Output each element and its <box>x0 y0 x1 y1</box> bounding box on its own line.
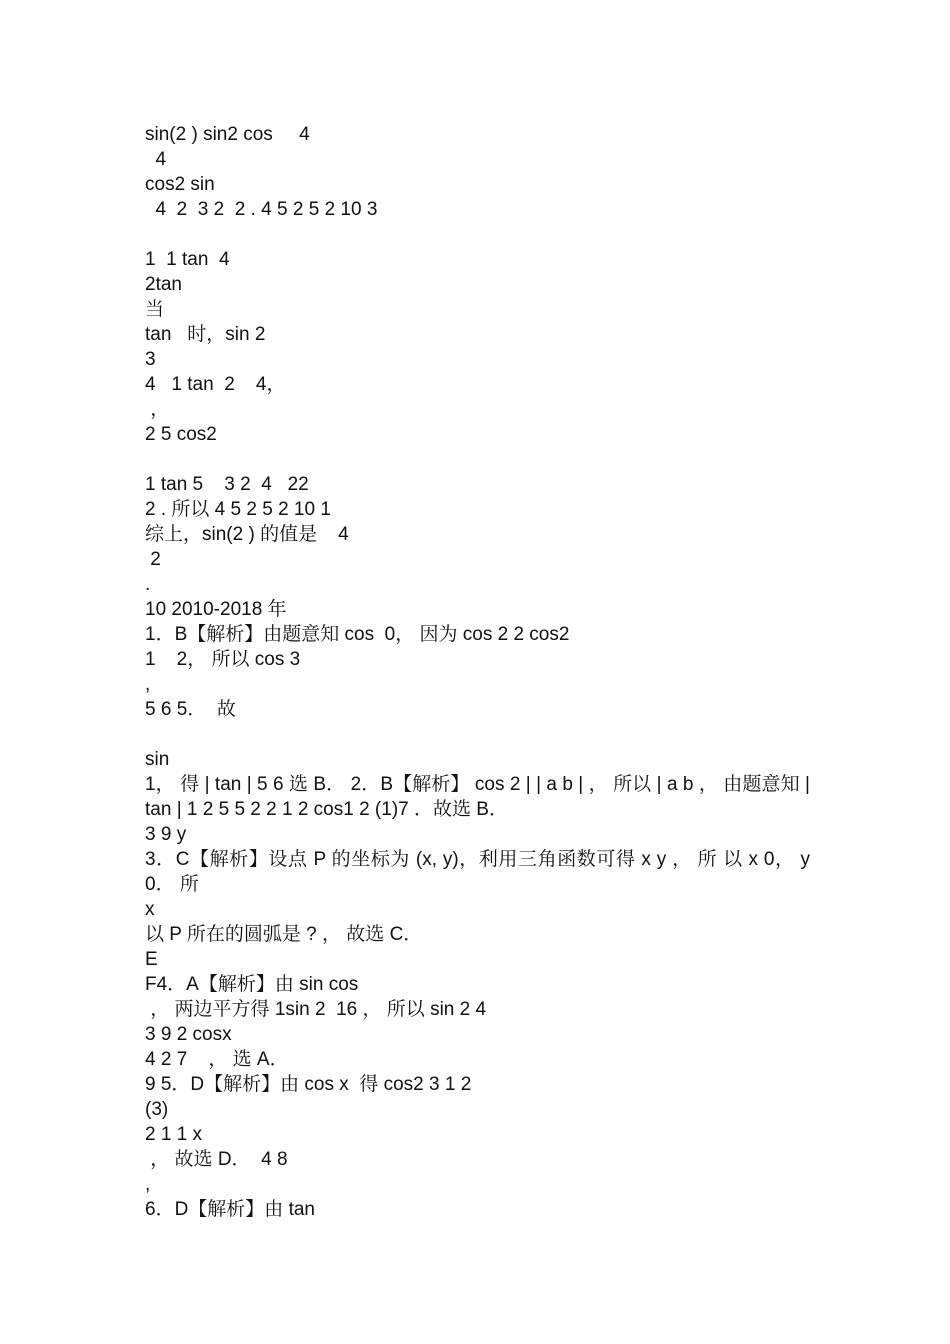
text-paragraph: 3．C【解析】设点 P 的坐标为 (x, y)，利用三角函数可得 x y ， 所 以 x 0， y 0． 所 <box>145 849 810 895</box>
text-line: 1 tan 5 3 2 4 22 <box>145 474 309 495</box>
text-line: 3 <box>145 349 156 370</box>
text-line: 4 <box>145 149 167 170</box>
text-line: . <box>145 574 151 595</box>
text-line: 9 5．D【解析】由 cos x 得 cos2 3 1 2 <box>145 1074 472 1095</box>
text-line: 综上，sin(2 ) 的值是 4 <box>145 524 349 545</box>
text-line: sin(2 ) sin2 cos 4 <box>145 124 310 145</box>
text-line: ， 两边平方得 1sin 2 16 ， 所以 sin 2 4 <box>145 999 487 1020</box>
text-paragraph: 1， 得 | tan | 5 6 选 B． 2．B【解析】 cos 2 | | a b | ， 所以 | a b ， 由题意知 | tan | 1 2 5 5 2 2 1 2 cos1 2 (1)7 ．故选 B． <box>145 774 810 820</box>
text-line: 1 1 tan 4 <box>145 249 230 270</box>
text-line: sin <box>145 749 170 770</box>
document-text <box>145 122 810 1222</box>
text-line: 1．B【解析】由题意知 cos 0， 因为 cos 2 2 cos2 <box>145 624 570 645</box>
text-line: 3 9 y <box>145 824 187 845</box>
text-line: 2 . 所以 4 5 2 5 2 10 1 <box>145 499 331 520</box>
text-line: tan 时，sin 2 <box>145 324 266 345</box>
section-heading: 10 2010-2018 年 <box>145 599 287 620</box>
blank-line <box>145 722 810 747</box>
text-line: 4 2 7 ， 选 A． <box>145 1049 289 1070</box>
text-line: cos2 sin <box>145 174 215 195</box>
blank-line <box>145 222 810 247</box>
text-line: 2 1 1 x <box>145 1124 203 1145</box>
text-line: , <box>145 1174 151 1195</box>
text-line: , <box>145 674 151 695</box>
text-line: ， 故选 D． 4 8 <box>145 1149 288 1170</box>
text-line: 当 <box>145 299 165 320</box>
text-line: 4 2 3 2 2 . 4 5 2 5 2 10 3 <box>145 199 378 220</box>
text-line: F4．A【解析】由 sin cos <box>145 974 359 995</box>
text-line: x <box>145 899 155 920</box>
blank-line <box>145 447 810 472</box>
text-line: 5 6 5． 故 <box>145 699 236 720</box>
text-line: E <box>145 949 158 970</box>
text-line: 以 P 所在的圆弧是 ? ， 故选 C． <box>145 924 423 945</box>
text-line: 3 9 2 cosx <box>145 1024 232 1045</box>
text-line: 2 5 cos2 <box>145 424 217 445</box>
text-line: 6．D【解析】由 tan <box>145 1199 315 1220</box>
text-line: (3) <box>145 1099 169 1120</box>
text-line: 2 <box>145 549 161 570</box>
text-line: ， <box>145 399 170 420</box>
text-line: 2tan <box>145 274 182 295</box>
text-line: 1 2， 所以 cos 3 <box>145 649 301 670</box>
text-line: 4 1 tan 2 4， <box>145 374 286 395</box>
